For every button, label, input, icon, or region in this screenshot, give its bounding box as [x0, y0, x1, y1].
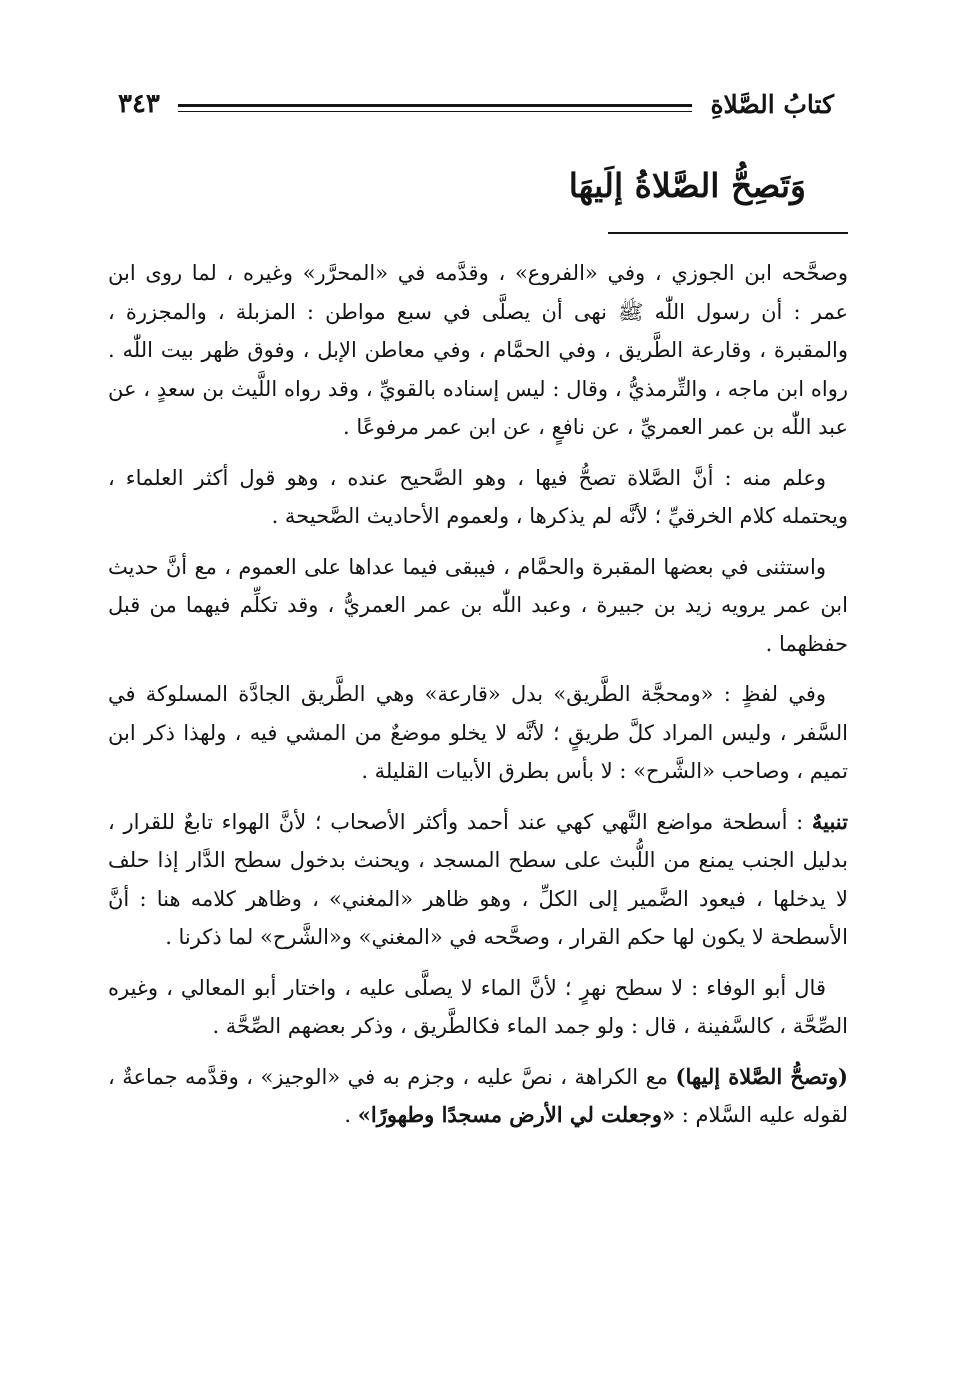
- section-heading: وَتَصِحُّ الصَّلاةُ إلَيهَا: [568, 166, 806, 205]
- note-label: تنبيهٌ: [811, 808, 848, 834]
- paragraph-text: واستثنى في بعضها المقبرة والحمَّام ، فيبقى فيما عداها على العموم ، مع أنَّ حديث ابن عمر يرويه زيد بن جبيرة ، وعبد اللّٰه بن عمر العمريُّ ، وقد تكلِّم فيهما من قبل حفظهما .: [108, 554, 848, 656]
- header-rule: [178, 104, 693, 112]
- page-number: ٣٤٣: [118, 89, 160, 119]
- paragraph: [108, 548, 848, 664]
- running-header: [118, 82, 834, 126]
- hadith-quote: «وجعلت لي الأرض مسجدًا وطهورًا»: [357, 1102, 676, 1127]
- paragraph: [108, 1058, 848, 1135]
- body-text: [108, 254, 848, 1147]
- matn-quote: (وتصحُّ الصَّلاة إليها): [675, 1063, 848, 1089]
- paragraph: [108, 969, 848, 1046]
- paragraph: [108, 459, 848, 536]
- paragraph-text: وفي لفظٍ : «ومحجَّة الطَّريق» بدل «قارعة» وهي الطَّريق الجادَّة المسلوكة في السَّفر ، وليس المراد كلَّ طريقٍ ؛ لأنَّه لا يخلو موضعٌ من المشي فيه ، ولهذا ذكر ابن تميم ، وصاحب «الشَّرح» : لا بأس بطرق الأبيات القليلة .: [108, 682, 848, 783]
- paragraph-end: .: [344, 1103, 358, 1127]
- heading-rule: [608, 232, 848, 234]
- paragraph: [108, 803, 848, 957]
- paragraph: [108, 675, 848, 791]
- paragraph-text: وعلم منه : أنَّ الصَّلاة تصحُّ فيها ، وهو الصَّحيح عنده ، وهو قول أكثر العلماء ، ويحتمله كلام الخرقيِّ ؛ لأنَّه لم يذكرها ، ولعموم الأحاديث الصَّحيحة .: [108, 465, 848, 528]
- paragraph-text: وصحَّحه ابن الجوزي ، وفي «الفروع» ، وقدَّمه في «المحرَّر» وغيره ، لما روى ابن عمر : أن رسول اللّٰه ﷺ نهى أن يصلَّى في سبع مواطن : المزبلة ، والمجزرة ، والمقبرة ، وقارعة الطَّريق ، وفي الحمَّام ، وفي معاطن الإبل ، وفوق ظهر بيت اللّٰه . رواه ابن ماجه ، والتِّرمذيُّ ، وقال : ليس إسناده بالقويِّ ، وقد رواه اللَّيث بن سعدٍ ، عن عبد اللّٰه بن عمر العمريِّ ، عن نافعٍ ، عن ابن عمر مرفوعًا .: [108, 261, 848, 439]
- paragraph-text: : أسطحة مواضع النَّهي كهي عند أحمد وأكثر الأصحاب ؛ لأنَّ الهواء تابعٌ للقرار ، بدليل الجنب يمنع من اللُّبث على سطح المسجد ، ويحنث بدخول سطح الدَّار إذا حلف لا يدخلها ، فيعود الضَّمير إلى الكلِّ ، وهو ظاهر «المغني» ، وظاهر كلامه هنا : أنَّ الأسطحة لا يكون لها حكم القرار ، وصحَّحه في «المغني» و«الشَّرح» لما ذكرنا .: [108, 809, 848, 949]
- running-header-title: كتابُ الصَّلاةِ: [710, 89, 834, 119]
- paragraph-text: قال أبو الوفاء : لا سطح نهرٍ ؛ لأنَّ الماء لا يصلَّى عليه ، واختار أبو المعالي ، وغيره الصِّحَّة ، كالسَّفينة ، قال : ولو جمد الماء فكالطَّريق ، وذكر بعضهم الصِّحَّة .: [108, 975, 848, 1038]
- paragraph: [108, 254, 848, 447]
- paragraph-text: مع الكراهة ، نصَّ عليه ، وجزم به في «الوجيز» ، وقدَّمه جماعةٌ ، لقوله عليه السَّلام :: [108, 1064, 848, 1127]
